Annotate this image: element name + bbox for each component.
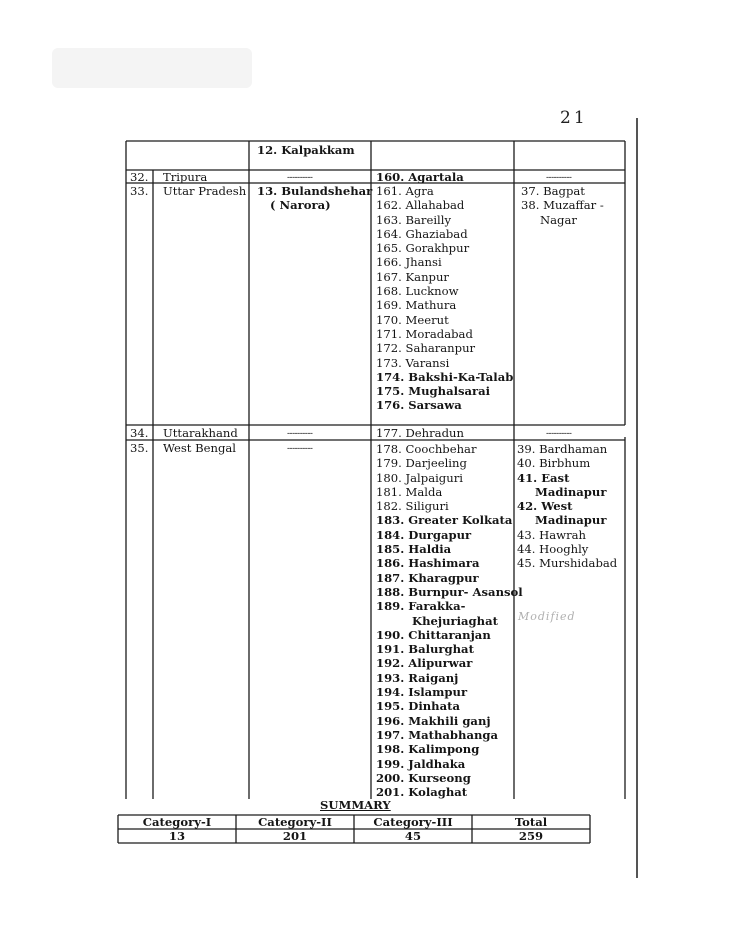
list-item: 171. Moradabad <box>376 326 473 341</box>
summary-header: Category-I <box>142 815 212 829</box>
state-name: Uttarakhand <box>163 426 238 440</box>
cat3-item: 37. Bagpat <box>521 184 585 198</box>
row-no: 33. <box>130 184 149 198</box>
list-item: 178. Coochbehar <box>376 442 477 456</box>
list-item: 162. Allahabad <box>376 198 465 213</box>
list-item: 165. Gorakhpur <box>376 241 470 256</box>
summary-value: 201 <box>282 829 308 843</box>
row-no: 32. <box>130 170 149 184</box>
handwritten-note: Modified <box>518 610 576 623</box>
list-item: 176. Sarsawa <box>376 398 462 413</box>
cat2-item: 160. Agartala <box>376 170 464 184</box>
page-edge-line <box>636 118 638 878</box>
list-item: 180. Jalpaiguri <box>376 470 463 485</box>
list-item: 193. Raiganj <box>376 670 459 685</box>
continued-cat1: 12. Kalpakkam <box>257 143 355 157</box>
cat2-list-wb <box>376 442 523 799</box>
list-item: 40. Birbhum <box>517 456 591 471</box>
page-number: 21 <box>560 108 588 128</box>
list-item: 175. Mughalsarai <box>376 384 491 399</box>
list-item: 161. Agra <box>376 184 434 198</box>
list-item: 201. Kolaghat <box>376 785 468 800</box>
list-item: 174. Bakshi-Ka-Talab <box>376 369 514 384</box>
scan-smudge <box>52 48 252 88</box>
list-item: Madinapur <box>535 484 607 499</box>
list-item: 182. Siliguri <box>376 499 449 514</box>
cat1-dash: ---------- <box>287 173 313 183</box>
list-item: 194. Islampur <box>376 685 468 700</box>
list-item: 188. Burnpur- Asansol <box>376 584 523 599</box>
list-item: 199. Jaldhaka <box>376 756 466 771</box>
summary-title: SUMMARY <box>320 798 391 812</box>
summary-header: Total <box>514 815 548 829</box>
list-item: 166. Jhansi <box>376 255 442 270</box>
cat3-list-wb <box>517 442 617 571</box>
list-item: 39. Bardhaman <box>517 442 608 456</box>
list-item: Khejuriaghat <box>412 613 498 628</box>
cat2-list-up <box>376 184 513 413</box>
list-item: 198. Kalimpong <box>376 742 480 757</box>
list-item: 189. Farakka- <box>376 599 466 614</box>
cat1-dash: ---------- <box>287 429 313 439</box>
summary-value: 13 <box>168 829 186 843</box>
cat3-dash: ---------- <box>546 429 572 439</box>
list-item: 43. Hawrah <box>517 527 586 542</box>
row-no: 35. <box>130 441 149 455</box>
list-item: 168. Lucknow <box>376 284 459 299</box>
cat3-item: Nagar <box>540 212 577 227</box>
cat3-item: 38. Muzaffar - <box>521 198 604 213</box>
state-name: Tripura <box>163 170 208 184</box>
list-item: Madinapur <box>535 513 607 528</box>
list-item: 186. Hashimara <box>376 556 480 571</box>
list-item: 192. Alipurwar <box>376 656 473 671</box>
list-item: 187. Kharagpur <box>376 570 479 585</box>
list-item: 197. Mathabhanga <box>376 727 499 742</box>
cat3-list-up <box>521 184 604 227</box>
list-item: 190. Chittaranjan <box>376 627 491 642</box>
state-name: West Bengal <box>163 441 237 455</box>
list-item: 195. Dinhata <box>376 699 460 714</box>
cat2-item: 177. Dehradun <box>376 426 464 440</box>
list-item: 45. Murshidabad <box>517 556 618 571</box>
row-no: 34. <box>130 426 149 440</box>
list-item: 181. Malda <box>376 484 443 499</box>
cat1-item: 13. Bulandshehar <box>257 184 373 198</box>
state-name: Uttar Pradesh <box>163 184 247 198</box>
list-item: 44. Hooghly <box>517 542 589 557</box>
list-item: 191. Balurghat <box>376 642 474 657</box>
summary-value: 45 <box>404 829 422 843</box>
summary-value: 259 <box>518 829 544 843</box>
list-item: 167. Kanpur <box>376 269 449 284</box>
list-item: 163. Bareilly <box>376 212 452 227</box>
list-item: 200. Kurseong <box>376 770 471 785</box>
list-item: 184. Durgapur <box>376 527 472 542</box>
summary-header: Category-III <box>373 815 453 829</box>
list-item: 42. West <box>517 499 573 514</box>
list-item: 172. Saharanpur <box>376 341 476 356</box>
list-item: 173. Varansi <box>376 355 450 370</box>
list-item: 41. East <box>517 470 570 485</box>
cat3-dash: ---------- <box>546 173 572 183</box>
list-item: 169. Mathura <box>376 298 457 313</box>
list-item: 183. Greater Kolkata <box>376 513 513 528</box>
list-item: 185. Haldia <box>376 542 452 557</box>
summary-header: Category-II <box>258 815 332 829</box>
list-item: 170. Meerut <box>376 312 449 327</box>
list-item: 164. Ghaziabad <box>376 226 468 241</box>
list-item: 179. Darjeeling <box>376 456 467 471</box>
list-item: 196. Makhili ganj <box>376 713 491 728</box>
cat1-dash: ---------- <box>287 444 313 454</box>
cat1-item: ( Narora) <box>270 198 331 212</box>
